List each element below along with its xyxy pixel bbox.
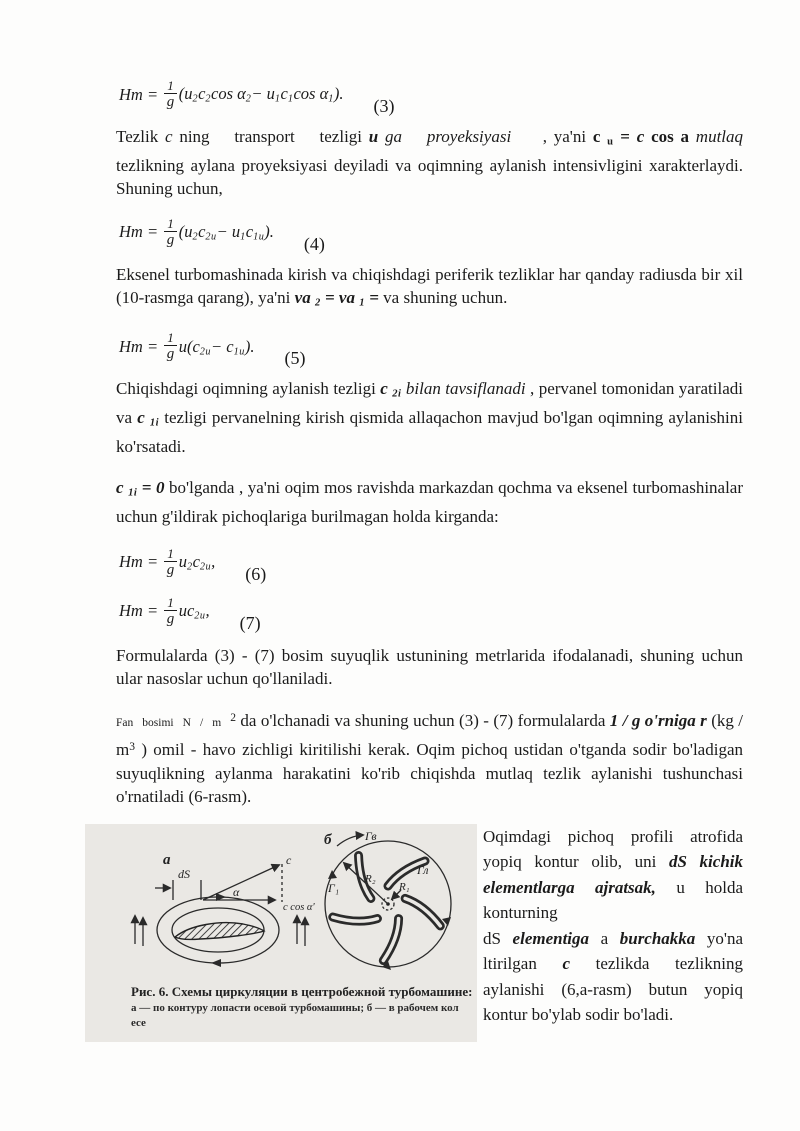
r1-label: R₁ <box>399 880 410 893</box>
paragraph-fan-pressure: Fan bosimi N / m $^2$ da o'lchanadi va shuning uchun (3) - (7) formulalarda 1 / g o'rniga r ($kg / m^3$ ) omil - havo zichligi kiritilishi kerak. Oqim pichoq ustidan o'tganda sodir bo'ladigan suyuqlikning aylanma harakatini ko'rib chiqishda mutlaq tezlik aylanishi tushunchasi o'rnatiladi (6-rasm). <box>116 710 743 807</box>
alpha-label: α <box>233 884 240 899</box>
equation-3 <box>119 78 743 116</box>
equation-4 <box>119 215 743 254</box>
side-column <box>483 824 743 1042</box>
fraction-numerator: 1 <box>164 595 177 611</box>
figure-6 <box>85 824 477 1042</box>
fraction-1-over-g <box>164 595 177 628</box>
fraction-numerator: 1 <box>164 78 177 94</box>
paragraph-closed-contour: Oqimdagi pichoq profili atrofida yopiq kontur olib, uni dS kichik elementlarga ajratsak, u holda konturning dS elementiga a burchakka yo'na ltirilgan c tezlikda tezlikning aylanishi (6,a-rasm) butun yopiq kontur bo'ylab sodir bo'ladi. <box>483 826 743 1025</box>
equation-5 <box>119 330 743 369</box>
diagram-a <box>135 852 315 967</box>
fraction-denominator: g <box>166 346 175 363</box>
fraction-denominator: g <box>166 231 175 248</box>
equation-3-number: (3) <box>373 96 395 116</box>
fraction-1-over-g <box>164 78 177 111</box>
fraction-numerator: 1 <box>164 216 177 232</box>
paragraph-outlet-swirl: Chiqishdagi oqimning aylanish tezligi c 2i bilan tavsiflanadi , pervanel tomonidan yaratiladi va c 1i tezligi pervanelning kirish qismida allaqachon mavjud bo'lgan oqimning aylanishini ko'rsatadi. <box>116 379 743 456</box>
equation-5-number: (5) <box>284 348 306 369</box>
ccos-label: c cos α' <box>283 901 315 913</box>
equation-6-body: u2c2u, <box>178 551 216 573</box>
gamma-l-label: Гл <box>417 862 429 877</box>
ds-label: dS <box>178 866 190 881</box>
figure-caption-line3: есе <box>131 1016 146 1029</box>
equation-6-number: (6) <box>245 563 267 584</box>
equation-3-body: (u2c2cos α2− u1c1cos α1). <box>178 84 344 105</box>
contour-arrow-bottom <box>211 959 221 967</box>
fraction-1-over-g <box>164 546 177 579</box>
equation-7 <box>119 594 743 633</box>
fraction-denominator: g <box>166 610 175 627</box>
paragraph-pressure-meters: Formulalarda (3) - (7) bosim suyuqlik ustunining metrlarida ifodalanadi, shuning uchun ular nasoslar uchun qo'llaniladi. <box>116 645 743 689</box>
fraction-numerator: 1 <box>164 330 177 346</box>
paragraph-velocity-projection: Tezlik c ning transport tezligi u ga proyeksiyasi , ya'ni c u = c cos a mutlaq tezlikning aylana proyeksiyasi deyiladi va oqimning aylanish intensivligini xarakterlaydi. Shuning uchun, <box>116 127 744 199</box>
gamma-1-label: Г₁ <box>328 880 339 895</box>
diagram-a-label: a <box>163 851 171 868</box>
fraction-1-over-g <box>164 330 177 363</box>
equation-4-number: (4) <box>303 233 325 254</box>
fraction-denominator: g <box>166 94 175 110</box>
diagram-b <box>324 829 451 970</box>
equation-7-body: uc2u, <box>178 600 210 622</box>
blade <box>405 891 440 934</box>
airfoil-profile <box>175 923 264 940</box>
figure-caption-title: Рис. 6. Схемы циркуляции в центробежной турбомашине: <box>131 983 473 999</box>
equation-4-body: (u2c2u− u1c1u). <box>178 222 274 243</box>
fraction-denominator: g <box>166 561 175 578</box>
c-label: c <box>286 852 292 867</box>
fraction-1-over-g <box>164 216 177 249</box>
paragraph-zero-inlet-swirl: c 1i = 0 bo'lganda , ya'ni oqim mos ravishda markazdan qochma va eksenel turbomashinalar uchun g'ildirak pichoqlariga burilmagan holda kirganda: <box>116 478 744 527</box>
figure-caption-line2: а — по контуру лопасти осевой турбомашины; б — в рабочем кол <box>131 1001 459 1014</box>
equation-4-lhs: Hm = <box>119 222 163 242</box>
gamma-v-arc <box>337 835 363 846</box>
circulation-arrow-1 <box>328 870 337 879</box>
equation-7-number: (7) <box>239 612 261 633</box>
figure-row <box>116 824 743 1042</box>
equation-3-lhs: Hm = <box>119 84 163 104</box>
figure-6-diagram <box>85 826 477 976</box>
gamma-v-label: Гв <box>365 828 377 843</box>
paragraph-axial-turbomachine: Eksenel turbomashinada kirish va chiqishdagi periferik tezliklar har qanday radiusda bir xil (10-rasmga qarang), ya'ni va 2 = va 1 = va shuning uchun. <box>116 264 743 309</box>
fraction-numerator: 1 <box>164 546 177 562</box>
diagram-b-label: б <box>324 831 332 848</box>
r2-label: R₂ <box>365 872 376 885</box>
blade <box>369 918 414 960</box>
equation-6-lhs: Hm = <box>119 552 163 572</box>
equation-5-body: u(c2u− c1u). <box>178 336 255 357</box>
equation-6 <box>119 545 743 584</box>
velocity-c-vector <box>203 865 279 900</box>
equation-5-lhs: Hm = <box>119 336 163 356</box>
equation-7-lhs: Hm = <box>119 601 163 621</box>
